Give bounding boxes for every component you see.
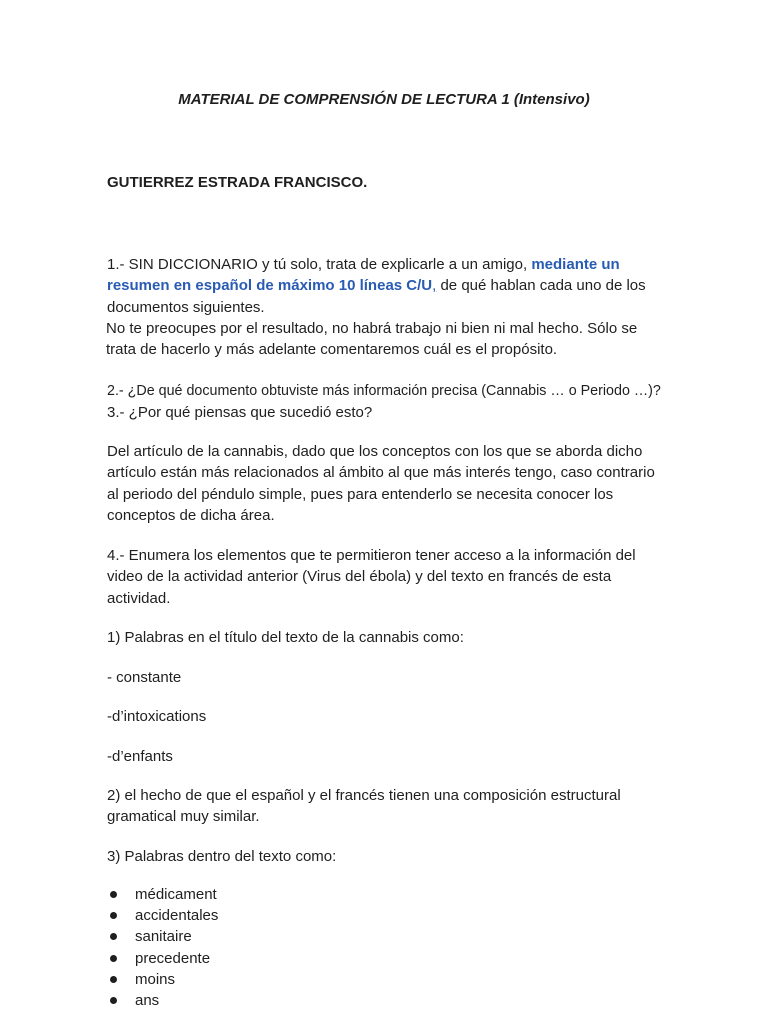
question-2 <box>107 380 667 424</box>
question-1-suffix: de qué hablan cada uno de los documentos siguientes. <box>107 277 646 316</box>
list-item <box>107 948 507 969</box>
question-1-comma: , <box>432 277 437 295</box>
question-3-text: 3.- ¿Por qué piensas que sucedió esto? <box>107 404 373 422</box>
author-name: GUTIERREZ ESTRADA FRANCISCO. <box>107 174 368 191</box>
list-item <box>107 990 507 1011</box>
item-1: 1) Palabras en el título del texto de la cannabis como: <box>107 629 464 646</box>
title-word-constante: - constante <box>107 669 182 686</box>
item-3: 3) Palabras dentro del texto como: <box>107 848 337 865</box>
list-item <box>107 969 507 990</box>
title-word-enfants: -d’enfants <box>107 748 173 765</box>
item-2: 2) el hecho de que el español y el francés tienen una composición estructural gramatical muy similar. <box>107 787 621 826</box>
list-item-text: ans <box>135 992 160 1010</box>
bullet-icon <box>110 891 117 898</box>
question-1-note: No te preocupes por el resultado, no habrá trabajo ni bien ni mal hecho. Sólo se trata de hacerlo y más adelante comentaremos cuál es el propósito. <box>106 320 638 359</box>
bullet-icon <box>110 976 117 983</box>
list-item-text: precedente <box>135 949 211 967</box>
list-item-text: sanitaire <box>135 928 192 946</box>
question-4: 4.- Enumera los elementos que te permitieron tener acceso a la información del video de la actividad anterior (Virus del ébola) y del texto en francés de esta actividad. <box>107 547 636 607</box>
list-item-text: accidentales <box>135 907 219 925</box>
list-item-text: moins <box>135 970 176 988</box>
question-2-text: 2.- ¿De qué documento obtuviste más información precisa (Cannabis … o Periodo …)? <box>107 383 661 399</box>
answer-paragraph: Del artículo de la cannabis, dado que los conceptos con los que se aborda dicho artículo están más relacionados al ámbito al que más interés tengo, caso contrario al periodo del péndulo simple, pues para entenderlo se necesita conocer los conceptos de dicha área. <box>107 443 655 524</box>
list-item <box>107 905 507 926</box>
list-item <box>107 926 507 947</box>
list-item-text: médicament <box>135 886 217 903</box>
question-1-highlight: mediante un resumen en español de máximo 10 líneas C/U <box>107 256 620 295</box>
question-1-prefix: 1.- SIN DICCIONARIO y tú solo, trata de explicarle a un amigo, <box>107 256 532 273</box>
page-title: MATERIAL DE COMPRENSIÓN DE LECTURA 1 (Intensivo) <box>178 91 590 108</box>
title-word-intoxications: -d’intoxications <box>107 708 207 725</box>
bullet-icon <box>110 955 117 962</box>
word-bullet-list <box>107 884 507 1011</box>
bullet-icon <box>110 933 117 940</box>
question-1 <box>107 254 667 318</box>
list-item <box>107 884 507 905</box>
bullet-icon <box>110 997 117 1004</box>
bullet-icon <box>110 912 117 919</box>
